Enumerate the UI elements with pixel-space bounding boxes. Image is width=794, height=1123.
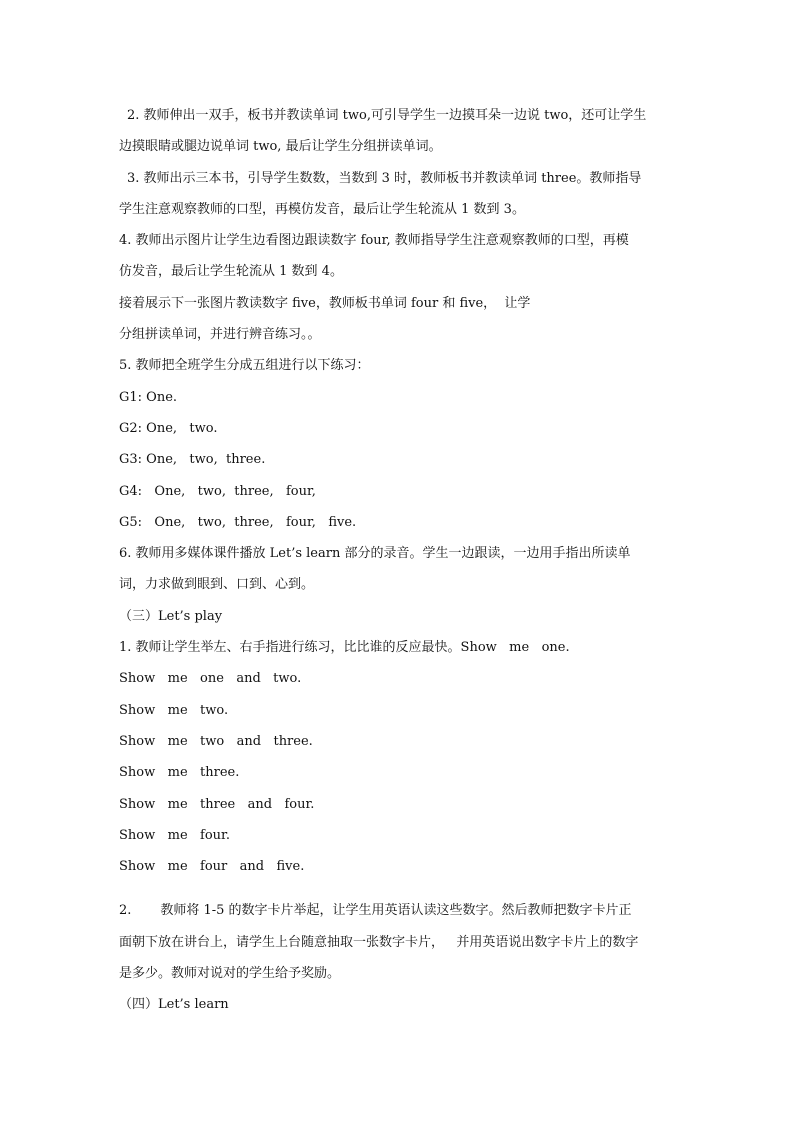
paragraph-line: 6. 教师用多媒体课件播放 Let’s learn 部分的录音。学生一边跟读，一边用手指出所读单 [119,546,631,562]
paragraph-line: 是多少。教师对说对的学生给予奖励。 [119,966,341,982]
paragraph-line: 仿发音，最后让学生轮流从 1 数到 4。 [119,264,343,280]
group-line: G2: One, two. [119,420,218,436]
paragraph-line: 学生注意观察教师的口型，再模仿发音，最后让学生轮流从 1 数到 3。 [119,201,525,217]
show-me-line: Show me one and two. [119,671,302,687]
paragraph-line: 词，力求做到眼到、口到、心到。 [119,577,315,593]
group-line: G5: One, two, three, four, five. [119,514,357,530]
paragraph-line: 2. 教师将 1-5 的数字卡片举起，让学生用英语认读这些数字。然后教师把数字卡片正 [119,903,632,919]
paragraph-line: 接着展示下一张图片教读数字 five，教师板书单词 four 和 five， 让学 [119,295,531,311]
show-me-line: Show me four. [119,827,230,843]
paragraph-line: 3. 教师出示三本书，引导学生数数，当数到 3 时，教师板书并教读单词 three。教师指导 [127,170,642,186]
document-body [119,100,679,1021]
section-heading: （三）Let’s play [119,608,223,624]
paragraph-line: 5. 教师把全班学生分成五组进行以下练习： [119,358,370,374]
group-line: G1: One. [119,389,178,405]
group-line: G3: One, two, three. [119,452,266,468]
paragraph-line: 分组拼读单词，并进行辨音练习。。 [119,327,321,343]
group-line: G4: One, two, three, four, [119,483,316,499]
section-heading: （四）Let’s learn [119,997,229,1013]
paragraph-line: 边摸眼睛或腿边说单词 two, 最后让学生分组拼读单词。 [119,139,442,155]
paragraph-line: 4. 教师出示图片让学生边看图边跟读数字 four, 教师指导学生注意观察教师的口型，再模 [119,233,629,249]
paragraph-line: 2. 教师伸出一双手，板书并教读单词 two,可引导学生一边摸耳朵一边说 two，还可让学生 [127,108,647,123]
paragraph-line: 面朝下放在讲台上，请学生上台随意抽取一张数字卡片， 并用英语说出数字卡片上的数字 [119,934,639,950]
show-me-line: Show me two and three. [119,733,313,749]
paragraph-line: 1. 教师让学生举左、右手指进行练习，比比谁的反应最快。Show me one. [119,640,570,656]
show-me-line: Show me three. [119,765,240,781]
show-me-line: Show me three and four. [119,796,315,812]
show-me-line: Show me four and five. [119,859,305,875]
show-me-line: Show me two. [119,702,229,718]
paragraph-gap [119,882,679,895]
